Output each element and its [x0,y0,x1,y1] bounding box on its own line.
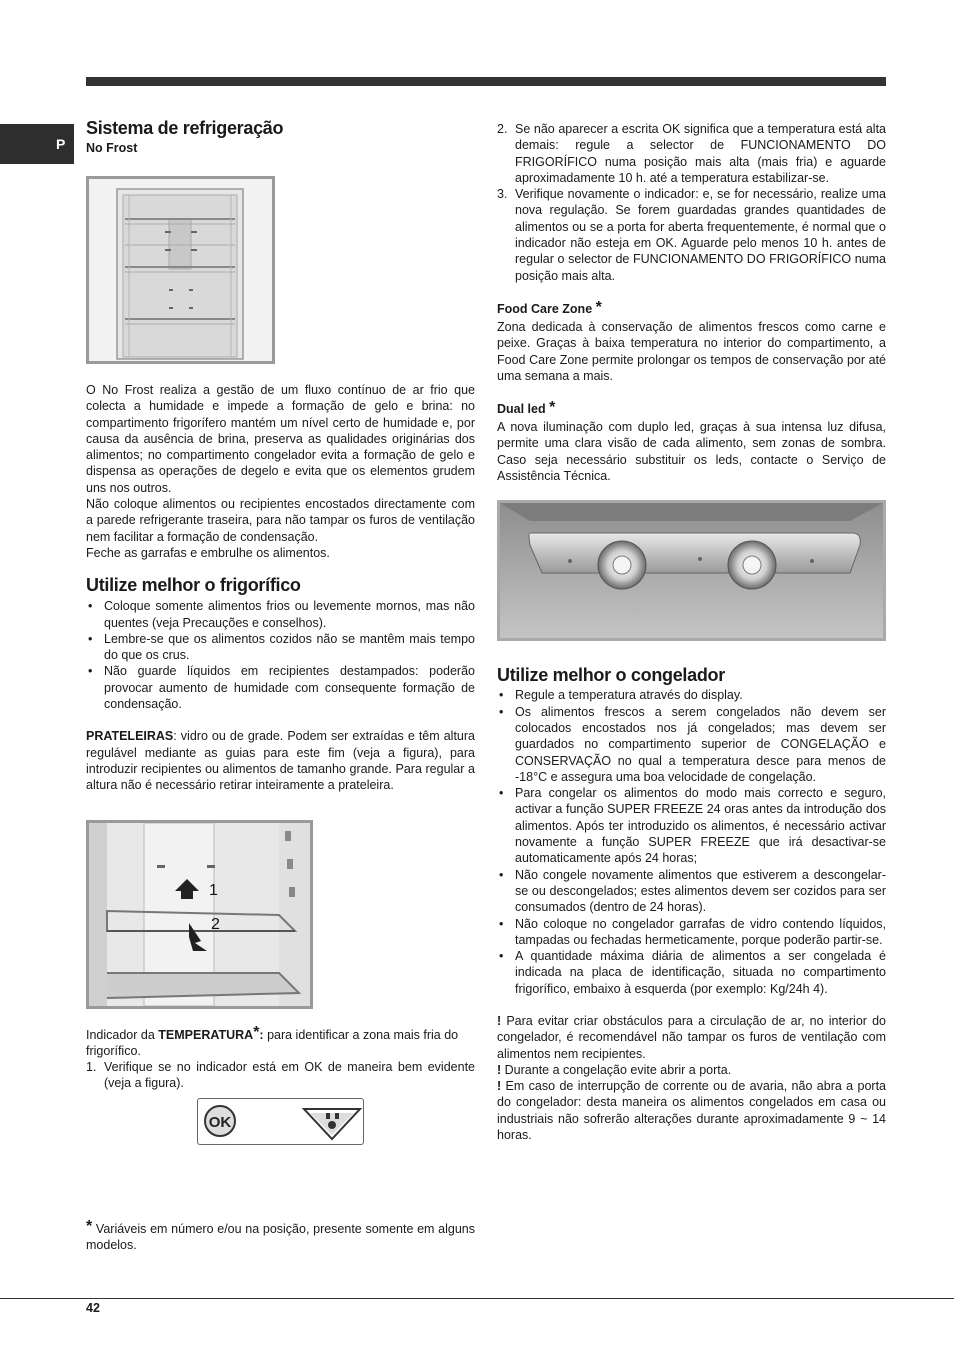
footnote [86,1217,475,1254]
list-item: • Não coloque no congelador garrafas de vidro contendo líquidos, tampadas ou fechadas hermeticamente, porque poderão partir-se. [497,916,886,949]
fridge-interior-illustration [89,179,272,361]
fridge-interior-figure [86,176,275,364]
step-item [497,121,886,186]
temperature-indicator-figure [197,1098,364,1145]
step-text: Verifique novamente o indicador: e, se for necessário, realize uma nova regulação. Se forem guardadas grandes quantidades de alimentos ou se a porta for aberta frequentemente, é normal que o indicador não esteja em OK. Aguarde pelo menos 10 h. antes de regular o selector de FUNCIONAMENTO DO FRIGORÍFICO numa posição mais alta. [515,187,886,283]
section-title-freezer: Utilize melhor o congelador [497,665,725,686]
language-tab-label: P [56,136,66,152]
footnote-text: Variáveis em número e/ou na posição, presente somente em alguns modelos. [86,1221,475,1253]
indicator-star: * [253,1023,260,1041]
page-number: 42 [86,1301,100,1315]
food-care-title [497,298,886,316]
food-care-text: Zona dedicada à conservação de alimentos frescos como carne e peixe. Graças à baixa temperatura no interior do compartimento, a Food Care Zone permite prolongar os tempos de conservação por até uma semana a mais. [497,319,886,383]
warning-item [497,1013,886,1062]
indicator-paragraph [86,1023,475,1060]
dual-led-text: A nova iluminação com duplo led, graças à sua intensa luz difusa, permite uma clara visão de cada alimento, sem zonas de sombra. Caso seja necessário substituir os leds, contacte o Serviço de Assistência Técnica. [497,420,886,484]
step-item [497,186,886,284]
step-text: Verifique se no indicador está em OK de maneira bem evidente (veja a figura). [104,1060,475,1091]
indicator-colon: : [259,1027,264,1042]
figure-label-2: 2 [211,915,220,933]
dual-led-star: * [549,399,556,417]
warning-item [497,1078,886,1143]
freezer-tips-list [497,687,886,997]
step-text: Se não aparecer a escrita OK significa que a temperatura está alta demais: regule a selector de FUNCIONAMENTO DO FRIGORÍFICO numa posição mais alta (mais fria) e aguarde aproximadamente 10 h. até a temperatura estabilizar-se. [515,122,886,185]
no-frost-text [86,382,475,561]
step-number: 2. [497,122,508,136]
warning-mark: ! [497,1013,502,1028]
indicator-prefix: Indicador da [86,1027,159,1042]
indicator-text: para identificar a zona mais fria do frigorífico. [86,1027,459,1058]
warning-text: Em caso de interrupção de corrente ou de avaria, não abra a porta do congelador: desta maneira os alimentos congelados em casa ou industriais não sofrerão alterações durante aproximadamente 9 ~ 14 horas. [497,1079,886,1143]
list-item: • Coloque somente alimentos frios ou levemente mornos, mas não quentes (veja Precauções e conselhos). [86,598,475,631]
paragraph: Feche as garrafas e embrulhe os alimentos. [86,545,330,560]
temperature-indicator-illustration [198,1099,363,1144]
header-bar [86,77,886,86]
dual-led-title [497,399,886,417]
dual-led-figure [497,500,886,641]
ok-label: OK [208,1113,232,1131]
step-number: 3. [497,187,508,202]
left-column [86,118,475,1253]
food-care-title-text: Food Care Zone [497,301,593,316]
food-care-star: * [595,298,602,316]
paragraph: O No Frost realiza a gestão de um fluxo contínuo de ar frio que colecta a humidade e impede a formação de gelo e brina: no compartimento frigorífero mantém um nível certo de humidade e, por causa da ausência de brina, preserva as qualidades originárias dos alimentos; no compartimento congelador evita a formação de gelo e dispensa as operações de degelo e evita que os elementos grudem uns nos outros. [86,383,475,495]
warning-text: Durante a congelação evite abrir a porta. [501,1062,732,1077]
shelves-label: PRATELEIRAS [86,729,174,744]
warning-mark: ! [497,1079,502,1094]
paragraph: Não coloque alimentos ou recipientes encostados directamente com a parede refrigerante traseira, para não tampar os furos de ventilação nem facilitar a formação de condensação. [86,497,475,544]
indicator-label: TEMPERATURA [158,1027,254,1042]
shelf-adjust-illustration [89,823,310,1006]
list-item: • Não congele novamente alimentos que estiverem a descongelar-se ou descongelados; estes alimentos devem ser cozidos para ser consumados (dentro de 24 horas). [497,867,886,916]
section-title-fridge: Utilize melhor o frigorífico [86,575,301,596]
footer-divider [0,1298,954,1299]
indicator-steps-left [86,1059,475,1092]
list-item: • Para congelar os alimentos do modo mais correcto e seguro, activar a função SUPER FREEZE 24 oras antes da introdução dos alimentos. Após ter introduzido os alimentos, é necessário activar novamente a função SUPER FREEZE que irá desactivar-se automaticamente após 24 horas; [497,785,886,866]
list-item: • Os alimentos frescos a serem congelados não devem ser colocados encostados nos já congelados; mas devem ser guardados no compartimento superior de CONGELAÇÃO e CONSERVAÇÃO no qual a temperatura desce para menos de -18°C e assegura uma boa velocidade de congelação. [497,704,886,785]
language-tab [0,124,74,164]
warning-text: Para evitar criar obstáculos para a circulação de ar, no interior do congelador, é recomendável não tampar os furos de ventilação com alimentos nem recipientes. [497,1013,886,1061]
indicator-steps-right [497,121,886,284]
shelf-adjust-figure [86,820,313,1009]
step-item [86,1059,475,1092]
list-item: • A quantidade máxima diária de alimentos a ser congelada é indicada na placa de identificação, situada no compartimento frigorífico, embaixo à esquerda (por exemplo: Kg/24h 4). [497,948,886,997]
list-item: • Lembre-se que os alimentos cozidos não se mantêm mais tempo do que os crus. [86,631,475,664]
shelves-paragraph [86,728,475,793]
section-subtitle-no-frost: No Frost [86,141,138,155]
list-item: • Não guarde líquidos em recipientes destampados: poderão provocar aumento de humidade com consequente formação de condensação. [86,663,475,712]
warning-item [497,1062,886,1078]
freezer-warnings [497,1013,886,1143]
section-title-refrigeration: Sistema de refrigeração [86,118,284,138]
right-column [497,118,886,1143]
footnote-star: * [86,1217,93,1235]
fridge-tips-list [86,598,475,712]
figure-label-1: 1 [209,881,218,899]
step-number: 1. [86,1060,97,1075]
warning-mark: ! [497,1062,502,1077]
dual-led-illustration [500,503,883,638]
dual-led-title-text: Dual led [497,402,546,417]
shelves-text: : vidro ou de grade. Podem ser extraídas e têm altura regulável mediante as guias para este fim (veja a figura), para introduzir recipientes ou alimentos de tamanho grande. Para regular a altura não é necessário retirar inteiramente a prateleira. [86,729,475,793]
list-item: • Regule a temperatura através do display. [497,687,886,703]
